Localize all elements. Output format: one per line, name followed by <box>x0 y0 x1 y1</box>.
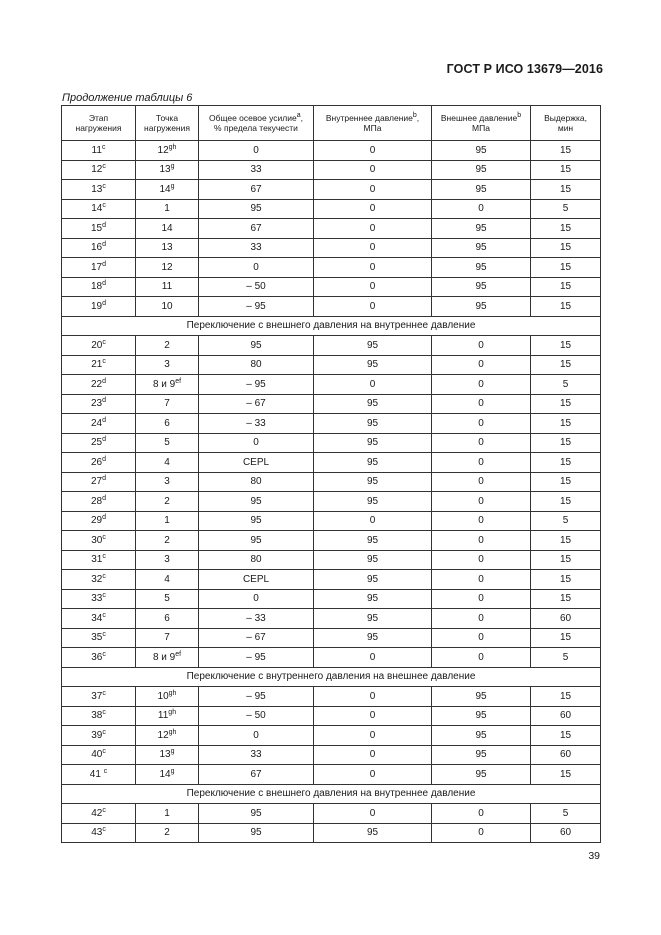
cell-axial-force: 95 <box>199 336 314 356</box>
cell-hold-time: 60 <box>531 706 601 726</box>
cell-external-pressure: 95 <box>432 765 531 785</box>
cell-external-pressure: 0 <box>432 589 531 609</box>
cell-axial-force: 0 <box>199 433 314 453</box>
cell-external-pressure: 95 <box>432 219 531 239</box>
table-row <box>62 804 601 824</box>
cell-hold-time: 15 <box>531 570 601 590</box>
cell-external-pressure: 95 <box>432 180 531 200</box>
cell-hold-time: 15 <box>531 297 601 317</box>
cell-hold-time: 60 <box>531 823 601 843</box>
table-row <box>62 258 601 278</box>
cell-stage: 28$^d$ <box>62 492 136 512</box>
cell-stage: 32$^c$ <box>62 570 136 590</box>
cell-axial-force: – 67 <box>199 628 314 648</box>
table-section-row <box>62 667 601 687</box>
table-row <box>62 531 601 551</box>
cell-internal-pressure: 0 <box>314 375 432 395</box>
cell-internal-pressure: 0 <box>314 648 432 668</box>
cell-stage: 40$^c$ <box>62 745 136 765</box>
section-separator: Переключение с внешнего давления на внутреннее давление <box>62 316 601 336</box>
cell-point: 6 <box>136 414 199 434</box>
cell-point: 8 и $9^{ef}$ <box>136 375 199 395</box>
cell-internal-pressure: 0 <box>314 745 432 765</box>
cell-axial-force: 95 <box>199 492 314 512</box>
cell-external-pressure: 0 <box>432 492 531 512</box>
cell-axial-force: 0 <box>199 258 314 278</box>
header-hold-time: Выдержка, мин <box>531 106 601 141</box>
cell-point: 1 <box>136 511 199 531</box>
cell-external-pressure: 95 <box>432 141 531 161</box>
cell-external-pressure: 0 <box>432 531 531 551</box>
cell-axial-force: – 95 <box>199 687 314 707</box>
header-stage: Этап нагружения <box>62 106 136 141</box>
cell-internal-pressure: 95 <box>314 414 432 434</box>
cell-stage: 22$^d$ <box>62 375 136 395</box>
cell-axial-force: 0 <box>199 589 314 609</box>
cell-axial-force: 95 <box>199 531 314 551</box>
cell-stage: 34$^c$ <box>62 609 136 629</box>
cell-point: 14$^g$ <box>136 180 199 200</box>
table-row <box>62 180 601 200</box>
cell-internal-pressure: 95 <box>314 355 432 375</box>
table-row <box>62 414 601 434</box>
cell-axial-force: CEPL <box>199 453 314 473</box>
table-row <box>62 765 601 785</box>
cell-axial-force: 95 <box>199 804 314 824</box>
cell-hold-time: 60 <box>531 609 601 629</box>
cell-stage: 24$^d$ <box>62 414 136 434</box>
cell-hold-time: 15 <box>531 726 601 746</box>
cell-hold-time: 15 <box>531 492 601 512</box>
table-row <box>62 355 601 375</box>
cell-axial-force: – 95 <box>199 375 314 395</box>
table-row <box>62 628 601 648</box>
cell-stage: 39$^c$ <box>62 726 136 746</box>
cell-hold-time: 5 <box>531 648 601 668</box>
cell-hold-time: 15 <box>531 472 601 492</box>
cell-external-pressure: 0 <box>432 199 531 219</box>
cell-internal-pressure: 95 <box>314 394 432 414</box>
cell-point: 11 <box>136 277 199 297</box>
cell-hold-time: 15 <box>531 141 601 161</box>
cell-external-pressure: 0 <box>432 570 531 590</box>
table-row <box>62 238 601 258</box>
cell-stage: 18$^d$ <box>62 277 136 297</box>
cell-axial-force: – 50 <box>199 277 314 297</box>
cell-axial-force: 95 <box>199 823 314 843</box>
cell-internal-pressure: 0 <box>314 277 432 297</box>
cell-external-pressure: 0 <box>432 433 531 453</box>
cell-hold-time: 15 <box>531 628 601 648</box>
cell-point: 4 <box>136 453 199 473</box>
cell-external-pressure: 95 <box>432 160 531 180</box>
cell-stage: 25$^d$ <box>62 433 136 453</box>
cell-internal-pressure: 95 <box>314 433 432 453</box>
page-number: 39 <box>588 850 600 862</box>
standard-title: ГОСТ Р ИСО 13679—2016 <box>446 62 603 76</box>
cell-internal-pressure: 0 <box>314 765 432 785</box>
cell-internal-pressure: 95 <box>314 550 432 570</box>
cell-hold-time: 15 <box>531 414 601 434</box>
cell-hold-time: 15 <box>531 180 601 200</box>
cell-stage: 43$^c$ <box>62 823 136 843</box>
cell-internal-pressure: 0 <box>314 160 432 180</box>
cell-hold-time: 15 <box>531 453 601 473</box>
cell-stage: 11$^c$ <box>62 141 136 161</box>
cell-axial-force: – 50 <box>199 706 314 726</box>
cell-point: 14$^g$ <box>136 765 199 785</box>
cell-axial-force: 0 <box>199 141 314 161</box>
cell-stage: 35$^c$ <box>62 628 136 648</box>
table-row <box>62 375 601 395</box>
cell-external-pressure: 0 <box>432 336 531 356</box>
cell-external-pressure: 95 <box>432 297 531 317</box>
table-row <box>62 687 601 707</box>
cell-point: 1 <box>136 199 199 219</box>
cell-stage: 26$^d$ <box>62 453 136 473</box>
cell-hold-time: 15 <box>531 765 601 785</box>
cell-internal-pressure: 0 <box>314 297 432 317</box>
cell-stage: 16$^d$ <box>62 238 136 258</box>
cell-point: 2 <box>136 531 199 551</box>
cell-axial-force: 0 <box>199 726 314 746</box>
cell-external-pressure: 0 <box>432 414 531 434</box>
cell-external-pressure: 0 <box>432 628 531 648</box>
cell-point: 7 <box>136 628 199 648</box>
table-row <box>62 297 601 317</box>
cell-axial-force: CEPL <box>199 570 314 590</box>
table-row <box>62 472 601 492</box>
cell-external-pressure: 95 <box>432 745 531 765</box>
cell-point: 13 <box>136 238 199 258</box>
cell-axial-force: 67 <box>199 765 314 785</box>
cell-axial-force: – 95 <box>199 297 314 317</box>
section-separator: Переключение с внутреннего давления на внешнее давление <box>62 667 601 687</box>
cell-internal-pressure: 0 <box>314 687 432 707</box>
cell-internal-pressure: 0 <box>314 180 432 200</box>
cell-stage: 12$^c$ <box>62 160 136 180</box>
cell-internal-pressure: 95 <box>314 589 432 609</box>
cell-internal-pressure: 95 <box>314 609 432 629</box>
cell-point: 2 <box>136 492 199 512</box>
table-row <box>62 453 601 473</box>
cell-external-pressure: 0 <box>432 511 531 531</box>
table-row <box>62 160 601 180</box>
table-row <box>62 823 601 843</box>
section-separator: Переключение с внешнего давления на внутреннее давление <box>62 784 601 804</box>
cell-internal-pressure: 0 <box>314 706 432 726</box>
cell-point: 14 <box>136 219 199 239</box>
cell-hold-time: 15 <box>531 433 601 453</box>
cell-point: 7 <box>136 394 199 414</box>
cell-point: 5 <box>136 433 199 453</box>
cell-stage: 17$^d$ <box>62 258 136 278</box>
table-row <box>62 219 601 239</box>
cell-point: 6 <box>136 609 199 629</box>
cell-external-pressure: 95 <box>432 258 531 278</box>
table-row <box>62 277 601 297</box>
cell-point: 5 <box>136 589 199 609</box>
cell-point: 3 <box>136 355 199 375</box>
table-row <box>62 511 601 531</box>
cell-stage: 21$^c$ <box>62 355 136 375</box>
cell-stage: 42$^c$ <box>62 804 136 824</box>
cell-stage: 15$^d$ <box>62 219 136 239</box>
cell-hold-time: 5 <box>531 511 601 531</box>
cell-point: $10^{gh}$ <box>136 687 199 707</box>
cell-internal-pressure: 0 <box>314 219 432 239</box>
table-row <box>62 570 601 590</box>
cell-axial-force: 33 <box>199 160 314 180</box>
cell-external-pressure: 0 <box>432 609 531 629</box>
cell-stage: 14$^c$ <box>62 199 136 219</box>
cell-point: 13$^g$ <box>136 160 199 180</box>
cell-axial-force: – 33 <box>199 609 314 629</box>
cell-external-pressure: 95 <box>432 277 531 297</box>
cell-internal-pressure: 0 <box>314 258 432 278</box>
cell-external-pressure: 0 <box>432 472 531 492</box>
cell-point: 1 <box>136 804 199 824</box>
cell-stage: 23$^d$ <box>62 394 136 414</box>
cell-axial-force: 80 <box>199 355 314 375</box>
cell-external-pressure: 0 <box>432 648 531 668</box>
loading-stages-table <box>61 105 601 843</box>
cell-hold-time: 15 <box>531 355 601 375</box>
cell-stage: 30$^c$ <box>62 531 136 551</box>
table-row <box>62 745 601 765</box>
cell-hold-time: 15 <box>531 589 601 609</box>
cell-hold-time: 15 <box>531 238 601 258</box>
table-section-row <box>62 784 601 804</box>
table-row <box>62 433 601 453</box>
cell-hold-time: 15 <box>531 394 601 414</box>
cell-hold-time: 5 <box>531 375 601 395</box>
cell-hold-time: 15 <box>531 687 601 707</box>
cell-point: 10 <box>136 297 199 317</box>
cell-point: $12^{gh}$ <box>136 726 199 746</box>
cell-axial-force: 33 <box>199 745 314 765</box>
cell-point: 2 <box>136 823 199 843</box>
cell-internal-pressure: 95 <box>314 472 432 492</box>
cell-internal-pressure: 95 <box>314 823 432 843</box>
cell-axial-force: 67 <box>199 219 314 239</box>
table-row <box>62 609 601 629</box>
cell-hold-time: 15 <box>531 336 601 356</box>
table-row <box>62 706 601 726</box>
header-internal-pressure: Внутреннее давление$^b$, МПа <box>314 106 432 141</box>
cell-internal-pressure: 0 <box>314 238 432 258</box>
cell-internal-pressure: 95 <box>314 628 432 648</box>
header-axial-force: Общее осевое усилие$^a$, % предела текучести <box>199 106 314 141</box>
cell-external-pressure: 0 <box>432 355 531 375</box>
table-row <box>62 589 601 609</box>
cell-hold-time: 15 <box>531 258 601 278</box>
cell-point: 4 <box>136 570 199 590</box>
cell-point: 8 и $9^{ef}$ <box>136 648 199 668</box>
cell-stage: 38$^c$ <box>62 706 136 726</box>
table-section-row <box>62 316 601 336</box>
cell-hold-time: 15 <box>531 531 601 551</box>
cell-axial-force: – 95 <box>199 648 314 668</box>
cell-stage: 27$^d$ <box>62 472 136 492</box>
table-body <box>62 141 601 843</box>
table-row <box>62 394 601 414</box>
cell-external-pressure: 0 <box>432 394 531 414</box>
cell-internal-pressure: 0 <box>314 141 432 161</box>
cell-stage: 20$^c$ <box>62 336 136 356</box>
cell-point: $11^{gh}$ <box>136 706 199 726</box>
table-header-row <box>62 106 601 141</box>
cell-internal-pressure: 95 <box>314 570 432 590</box>
cell-point: 3 <box>136 550 199 570</box>
cell-hold-time: 15 <box>531 550 601 570</box>
cell-external-pressure: 0 <box>432 823 531 843</box>
cell-hold-time: 5 <box>531 199 601 219</box>
cell-axial-force: 95 <box>199 511 314 531</box>
cell-stage: 41 $^c$ <box>62 765 136 785</box>
cell-internal-pressure: 0 <box>314 726 432 746</box>
cell-axial-force: 67 <box>199 180 314 200</box>
cell-point: 3 <box>136 472 199 492</box>
cell-hold-time: 15 <box>531 219 601 239</box>
table-row <box>62 336 601 356</box>
table-row <box>62 550 601 570</box>
cell-axial-force: 95 <box>199 199 314 219</box>
cell-axial-force: – 33 <box>199 414 314 434</box>
header-point: Точка нагружения <box>136 106 199 141</box>
cell-stage: 13$^c$ <box>62 180 136 200</box>
cell-hold-time: 15 <box>531 160 601 180</box>
table-row <box>62 199 601 219</box>
header-external-pressure: Внешнее давление$^b$ МПа <box>432 106 531 141</box>
cell-external-pressure: 0 <box>432 804 531 824</box>
cell-internal-pressure: 95 <box>314 336 432 356</box>
cell-external-pressure: 0 <box>432 453 531 473</box>
cell-point: 2 <box>136 336 199 356</box>
cell-external-pressure: 0 <box>432 375 531 395</box>
cell-hold-time: 5 <box>531 804 601 824</box>
cell-stage: 37$^c$ <box>62 687 136 707</box>
cell-axial-force: 33 <box>199 238 314 258</box>
cell-external-pressure: 95 <box>432 238 531 258</box>
table-row <box>62 648 601 668</box>
table-row <box>62 492 601 512</box>
cell-internal-pressure: 0 <box>314 804 432 824</box>
cell-stage: 36$^c$ <box>62 648 136 668</box>
cell-external-pressure: 95 <box>432 726 531 746</box>
cell-external-pressure: 95 <box>432 687 531 707</box>
table-row <box>62 726 601 746</box>
cell-internal-pressure: 95 <box>314 453 432 473</box>
cell-axial-force: – 67 <box>199 394 314 414</box>
cell-axial-force: 80 <box>199 550 314 570</box>
cell-external-pressure: 0 <box>432 550 531 570</box>
cell-hold-time: 60 <box>531 745 601 765</box>
table-caption: Продолжение таблицы 6 <box>62 92 193 104</box>
cell-internal-pressure: 0 <box>314 511 432 531</box>
cell-stage: 29$^d$ <box>62 511 136 531</box>
cell-stage: 19$^d$ <box>62 297 136 317</box>
cell-point: 12 <box>136 258 199 278</box>
cell-stage: 31$^c$ <box>62 550 136 570</box>
cell-hold-time: 15 <box>531 277 601 297</box>
cell-axial-force: 80 <box>199 472 314 492</box>
cell-internal-pressure: 0 <box>314 199 432 219</box>
cell-external-pressure: 95 <box>432 706 531 726</box>
cell-stage: 33$^c$ <box>62 589 136 609</box>
cell-point: 13$^g$ <box>136 745 199 765</box>
cell-internal-pressure: 95 <box>314 531 432 551</box>
table-row <box>62 141 601 161</box>
cell-point: $12^{gh}$ <box>136 141 199 161</box>
cell-internal-pressure: 95 <box>314 492 432 512</box>
